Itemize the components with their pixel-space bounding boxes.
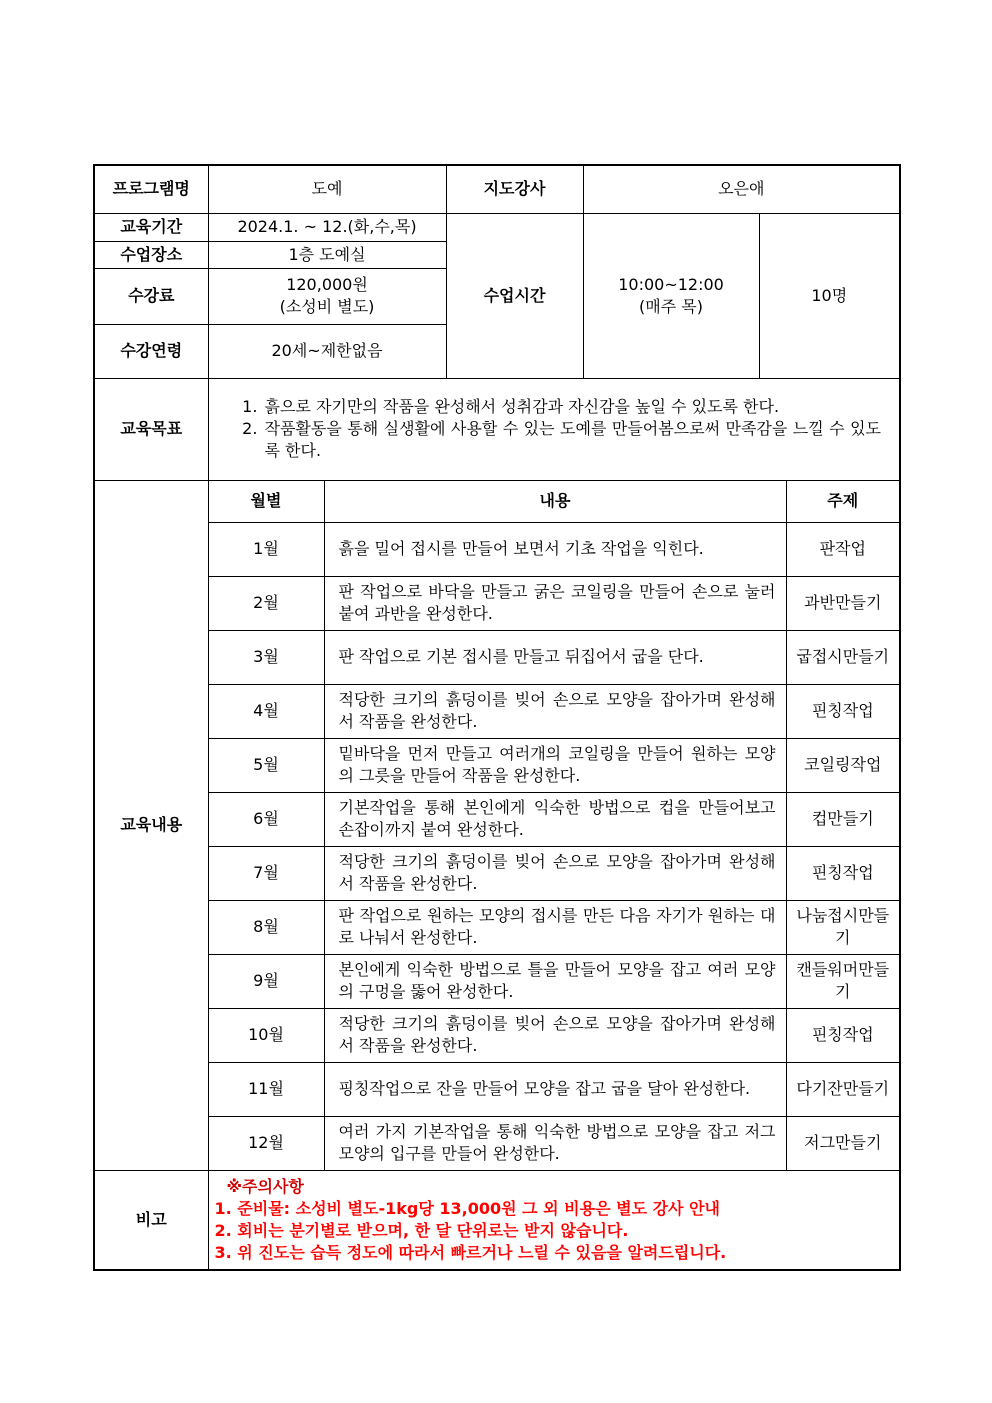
remarks-title: ※주의사항 [226,1176,304,1196]
topic-cell: 저그만들기 [786,1116,900,1170]
content-cell: 판 작업으로 기본 접시를 만들고 뒤집어서 굽을 단다. [324,630,786,684]
month-cell: 7월 [208,846,324,900]
content-cell: 판 작업으로 원하는 모양의 접시를 만든 다음 자기가 원하는 대로 나눠서 완성한다. [324,900,786,954]
col-header-topic: 주제 [786,480,900,522]
remarks-label: 비고 [94,1170,208,1270]
table-row [94,1062,900,1116]
content-cell: 기본작업을 통해 본인에게 익숙한 방법으로 컵을 만들어보고 손잡이까지 붙여 완성한다. [324,792,786,846]
class-time-hours: 10:00~12:00 [618,274,724,294]
fee-label: 수강료 [94,268,208,324]
goals-label: 교육목표 [94,378,208,480]
fee-note: (소성비 별도) [279,297,375,316]
content-cell: 흙을 밀어 접시를 만들어 보면서 기초 작업을 익힌다. [324,522,786,576]
month-cell: 9월 [208,954,324,1008]
place-value: 1층 도예실 [208,241,446,268]
content-cell: 적당한 크기의 흙덩이를 빚어 손으로 모양을 잡아가며 완성해서 작품을 완성한다. [324,1008,786,1062]
topic-cell: 과반만들기 [786,576,900,630]
topic-cell: 핀칭작업 [786,846,900,900]
content-cell: 본인에게 익숙한 방법으로 틀을 만들어 모양을 잡고 여러 모양의 구멍을 뚫어 완성한다. [324,954,786,1008]
table-row [94,954,900,1008]
goal-item: 2. 작품활동을 통해 실생활에 사용할 수 있는 도예를 만들어봄으로써 만족감을 느낄 수 있도록 한다. [263,418,882,462]
topic-cell: 나눔접시만들기 [786,900,900,954]
topic-cell: 캔들워머만들기 [786,954,900,1008]
month-cell: 1월 [208,522,324,576]
topic-cell: 판작업 [786,522,900,576]
table-row [94,846,900,900]
fee-amount: 120,000원 [286,275,368,294]
program-table [93,164,901,1271]
content-cell: 판 작업으로 바닥을 만들고 굵은 코일링을 만들어 손으로 눌러 붙여 과반을 완성한다. [324,576,786,630]
topic-cell: 다기잔만들기 [786,1062,900,1116]
table-row [94,792,900,846]
remark-line: 2. 회비는 분기별로 받으며, 한 달 단위로는 받지 않습니다. [214,1220,629,1240]
table-row [94,1008,900,1062]
topic-cell: 코일링작업 [786,738,900,792]
table-row [94,522,900,576]
period-value: 2024.1. ~ 12.(화,수,목) [208,213,446,241]
capacity-value: 10명 [759,213,900,378]
program-name-label: 프로그램명 [94,165,208,213]
class-time-label: 수업시간 [446,213,583,378]
class-time-value [583,213,759,378]
content-cell: 핑칭작업으로 잔을 만들어 모양을 잡고 굽을 달아 완성한다. [324,1062,786,1116]
topic-cell: 굽접시만들기 [786,630,900,684]
program-document [93,164,899,1271]
content-cell: 밑바닥을 먼저 만들고 여러개의 코일링을 만들어 원하는 모양의 그릇을 만들어 작품을 완성한다. [324,738,786,792]
age-label: 수강연령 [94,324,208,378]
instructor-label: 지도강사 [446,165,583,213]
goals-list [213,396,896,462]
age-value: 20세~제한없음 [208,324,446,378]
remark-line: 1. 준비물: 소성비 별도-1kg당 13,000원 그 외 비용은 별도 강사 안내 [214,1198,720,1218]
goals-content [208,378,900,480]
content-cell: 여러 가지 기본작업을 통해 익숙한 방법으로 모양을 잡고 저그 모양의 입구를 만들어 완성한다. [324,1116,786,1170]
topic-cell: 컵만들기 [786,792,900,846]
month-cell: 4월 [208,684,324,738]
table-row [94,1116,900,1170]
month-cell: 11월 [208,1062,324,1116]
content-cell: 적당한 크기의 흙덩이를 빚어 손으로 모양을 잡아가며 완성해서 작품을 완성한다. [324,684,786,738]
month-cell: 3월 [208,630,324,684]
place-label: 수업장소 [94,241,208,268]
period-label: 교육기간 [94,213,208,241]
table-row [94,684,900,738]
month-cell: 6월 [208,792,324,846]
goal-item: 1. 흙으로 자기만의 작품을 완성해서 성취감과 자신감을 높일 수 있도록 한다. [263,396,882,418]
col-header-content: 내용 [324,480,786,522]
curriculum-label: 교육내용 [94,480,208,1170]
topic-cell: 핀칭작업 [786,684,900,738]
program-name-value: 도예 [208,165,446,213]
table-row [94,900,900,954]
table-row [94,576,900,630]
remarks-content [208,1170,900,1270]
class-time-day: (매주 목) [639,296,703,316]
table-row [94,630,900,684]
month-cell: 2월 [208,576,324,630]
month-cell: 10월 [208,1008,324,1062]
fee-value [208,268,446,324]
month-cell: 8월 [208,900,324,954]
month-cell: 5월 [208,738,324,792]
topic-cell: 핀칭작업 [786,1008,900,1062]
content-cell: 적당한 크기의 흙덩이를 빚어 손으로 모양을 잡아가며 완성해서 작품을 완성한다. [324,846,786,900]
instructor-value: 오은애 [583,165,900,213]
col-header-month: 월별 [208,480,324,522]
remark-line: 3. 위 진도는 습득 정도에 따라서 빠르거나 느릴 수 있음을 알려드립니다. [214,1242,727,1262]
table-row [94,738,900,792]
month-cell: 12월 [208,1116,324,1170]
